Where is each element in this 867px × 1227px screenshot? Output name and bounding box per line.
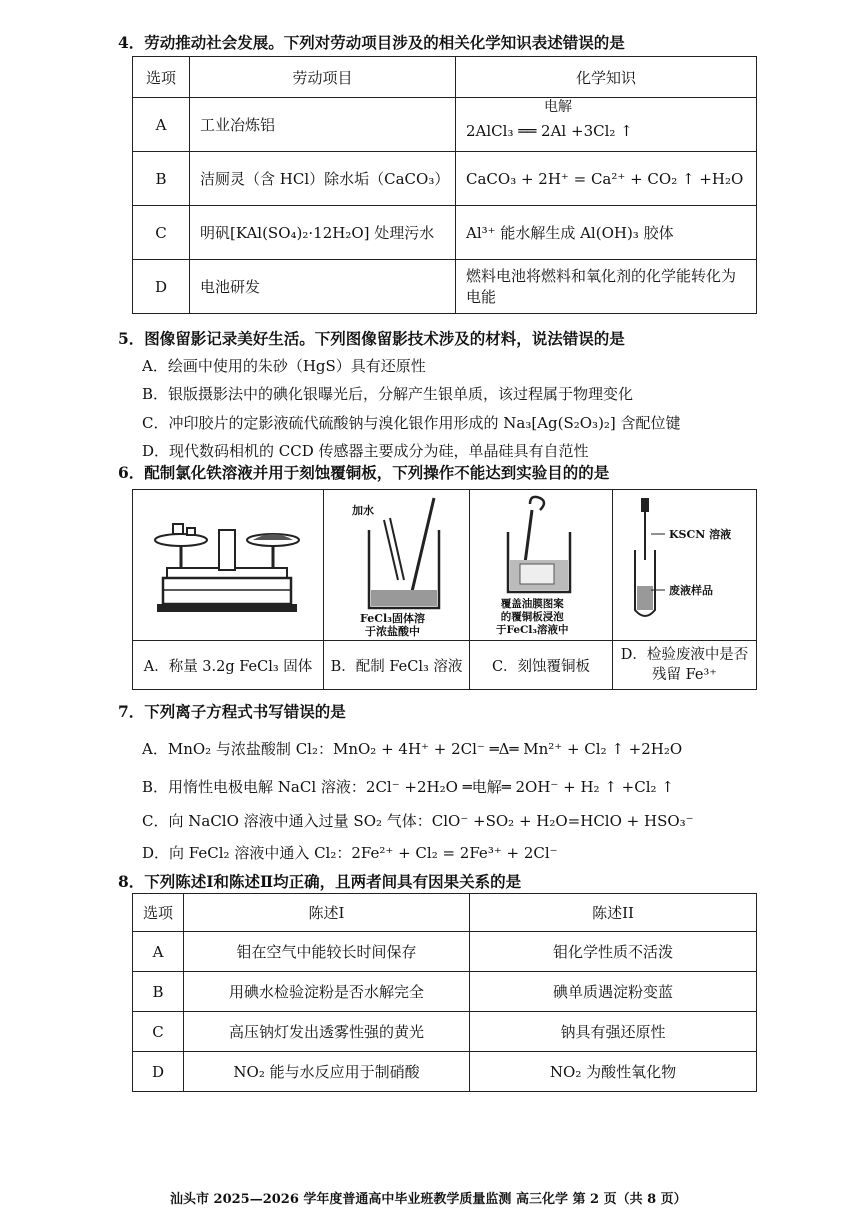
table-header-row [133,894,757,932]
row-statement-2: NO₂ 为酸性氧化物 [470,1052,757,1092]
q6-stem: 6．配制氯化铁溶液并用于刻蚀覆铜板，下列操作不能达到实验目的的是 [118,463,610,482]
q7-option-d: D．向 FeCl₂ 溶液中通入 Cl₂：2Fe²⁺ + Cl₂ = 2Fe³⁺ + 2Cl⁻ [142,844,558,862]
row-knowledge: Al³⁺ 能水解生成 Al(OH)₃ 胶体 [456,206,757,260]
row-project: 洁厕灵（含 HCl）除水垢（CaCO₃） [190,152,456,206]
row-project: 明矾[KAl(SO₄)₂·12H₂O] 处理污水 [190,206,456,260]
row-option: D [133,1052,184,1092]
option-d-caption: D．检验废液中是否残留 Fe³⁺ [613,641,757,690]
table-row [133,1012,757,1052]
table-row [133,972,757,1012]
row-option: C [133,206,190,260]
row-option: A [133,98,190,152]
header-project: 劳动项目 [190,57,456,98]
q5-option-b: B．银版摄影法中的碘化银曝光后，分解产生银单质，该过程属于物理变化 [142,385,634,403]
water-label: 加水 [352,504,374,517]
table-row [133,98,757,152]
row-knowledge: 燃料电池将燃料和氧化剂的化学能转化为电能 [456,260,757,314]
balance-illustration [133,490,323,640]
option-c-caption: C．刻蚀覆铜板 [470,641,613,690]
page-footer: 汕头市 2025—2026 学年度普通高中毕业班教学质量监测 高三化学 第 2 页（共 8 页） [170,1192,687,1207]
etching-cell [470,490,613,641]
q5-option-d: D．现代数码相机的 CCD 传感器主要成分为硅，单晶硅具有自范性 [142,442,589,460]
q5-option-c: C．冲印胶片的定影液硫代硫酸钠与溴化银作用形成的 Na₃[Ag(S₂O₃)₂] 含配位键 [142,414,681,432]
row-statement-2: 碘单质遇淀粉变蓝 [470,972,757,1012]
header-statement-1: 陈述I [184,894,470,932]
table-row [133,152,757,206]
q7-stem: 7．下列离子方程式书写错误的是 [118,702,346,721]
header-option: 选项 [133,57,190,98]
table-header-row [133,57,757,98]
row-option: B [133,152,190,206]
q7-option-c: C．向 NaClO 溶液中通入过量 SO₂ 气体：ClO⁻ +SO₂ + H₂O=HClO + HSO₃⁻ [142,812,694,830]
q8-stem: 8．下列陈述Ⅰ和陈述Ⅱ均正确，且两者间具有因果关系的是 [118,872,522,891]
etching-caption: 覆盖油膜图案 的覆铜板浸泡 于FeCl₃溶液中 [496,598,569,636]
table-row [133,260,757,314]
q5-option-a: A．绘画中使用的朱砂（HgS）具有还原性 [142,357,426,375]
row-statement-2: 钼化学性质不活泼 [470,932,757,972]
q4-stem: 4．劳动推动社会发展。下列对劳动项目涉及的相关化学知识表述错误的是 [118,33,625,52]
header-option: 选项 [133,894,184,932]
table-row [133,1052,757,1092]
picture-row [133,490,757,641]
q7-option-a: A．MnO₂ 与浓盐酸制 Cl₂：MnO₂ + 4H⁺ + 2Cl⁻ ═Δ═ Mn²⁺ + Cl₂ ↑ +2H₂O [142,740,683,758]
row-statement-1: 用碘水检验淀粉是否水解完全 [184,972,470,1012]
balance-cell [133,490,324,641]
row-statement-1: 高压钠灯发出透雾性强的黄光 [184,1012,470,1052]
q5-stem: 5．图像留影记录美好生活。下列图像留影技术涉及的材料，说法错误的是 [118,329,625,348]
q6-table [132,489,757,690]
row-statement-1: 钼在空气中能较长时间保存 [184,932,470,972]
kscn-label: KSCN 溶液 [669,528,732,541]
option-b-caption: B．配制 FeCl₃ 溶液 [324,641,470,690]
row-statement-2: 钠具有强还原性 [470,1012,757,1052]
row-option: A [133,932,184,972]
header-statement-2: 陈述II [470,894,757,932]
row-statement-1: NO₂ 能与水反应用于制硝酸 [184,1052,470,1092]
beaker-cell [324,490,470,641]
equation: 2AlCl₃ ══ 2Al +3Cl₂ ↑ [466,121,633,140]
reaction-condition: 电解 [544,99,572,115]
header-knowledge: 化学知识 [456,57,757,98]
test-tube-cell [613,490,757,641]
row-project: 工业冶炼铝 [190,98,456,152]
q4-table [132,56,757,314]
q7-option-b: B．用惰性电极电解 NaCl 溶液：2Cl⁻ +2H₂O ═电解═ 2OH⁻ + H₂ ↑ +Cl₂ ↑ [142,778,674,796]
row-option: D [133,260,190,314]
dissolve-caption: FeCl₃固体溶 于浓盐酸中 [360,612,425,638]
row-option: B [133,972,184,1012]
q8-table [132,893,757,1092]
row-option: C [133,1012,184,1052]
sample-label: 废液样品 [669,584,713,597]
table-row [133,206,757,260]
row-project: 电池研发 [190,260,456,314]
table-row [133,932,757,972]
test-tube-illustration [613,490,761,640]
row-knowledge: CaCO₃ + 2H⁺ = Ca²⁺ + CO₂ ↑ +H₂O [456,152,757,206]
option-a-caption: A．称量 3.2g FeCl₃ 固体 [133,641,324,690]
caption-row [133,641,757,690]
row-knowledge [456,98,757,152]
